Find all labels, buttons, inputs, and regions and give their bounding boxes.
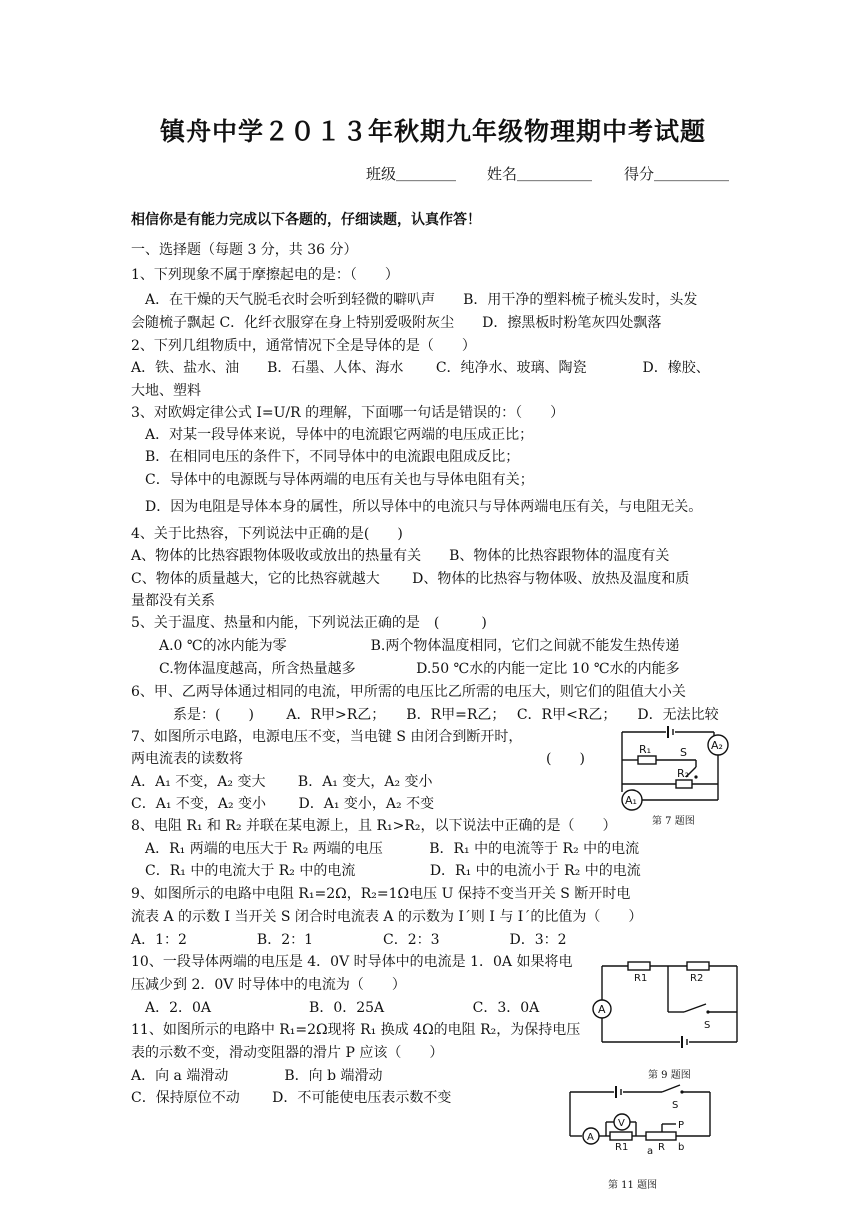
question-6-options: 系是：( ) A．R甲>R乙； B．R甲=R乙； C．R甲<R乙； D．无法比较 xyxy=(131,707,719,723)
question-9: 9、如图所示的电路中电阻 R₁=2Ω，R₂=1Ω电压 U 保持不变当开关 S 断开时电 xyxy=(131,886,631,902)
figure-9-ammeter-label: A xyxy=(598,1003,606,1016)
question-9-options: A．1：2 B．2：1 C．2：3 D．3：2 xyxy=(131,932,567,948)
question-5: 5、关于温度、热量和内能，下列说法正确的是 ( ) xyxy=(131,615,487,631)
figure-11-caption: 第 11 题图 xyxy=(608,1180,658,1191)
section-heading: 一、选择题（每题 3 分，共 36 分） xyxy=(131,242,358,258)
question-9-continued: 流表 A 的示数 I 当开关 S 闭合时电流表 A 的示数为 Iˊ则 I 与 Iˊ的比值为（ ） xyxy=(131,909,643,925)
question-1-option-line: A．在干燥的天气脱毛衣时会听到轻微的噼叭声 B．用干净的塑料梳子梳头发时，头发 xyxy=(131,292,698,308)
class-field[interactable]: 班级＿＿＿＿ xyxy=(366,165,457,183)
figure-7-caption: 第 7 题图 xyxy=(652,816,695,827)
question-2-option-line: A．铁、盐水、油 B．石墨、人体、海水 C．纯净水、玻璃、陶瓷 D．橡胶、 xyxy=(131,360,710,376)
question-1-option-line: 会随梳子飘起 C．化纤衣服穿在身上特别爱吸附灰尘 D．擦黑板时粉笔灰四处飘落 xyxy=(131,315,662,331)
figure-11-circuit xyxy=(562,1078,722,1178)
figure-9-caption: 第 9 题图 xyxy=(648,1070,691,1081)
figure-11-r-label: R xyxy=(658,1142,665,1153)
name-field[interactable]: 姓名＿＿＿＿＿ xyxy=(487,165,593,183)
figure-11-voltmeter-label: V xyxy=(618,1118,625,1129)
question-7-option-line: C．A₁ 不变，A₂ 变小 D．A₁ 变小，A₂ 不变 xyxy=(131,796,435,812)
figure-9-r2-label: R2 xyxy=(690,973,704,984)
figure-7-a2-label: A₂ xyxy=(711,739,723,752)
figure-9-r1-label: R1 xyxy=(634,973,648,984)
figure-11-slider-label: P xyxy=(678,1120,685,1131)
figure-11-r1-label: R1 xyxy=(615,1142,629,1153)
question-11-option-line: C．保持原位不动 D．不可能使电压表示数不变 xyxy=(131,1090,452,1106)
figure-11-switch-label: S xyxy=(672,1100,679,1111)
question-8: 8、电阻 R₁ 和 R₂ 并联在某电源上，且 R₁>R₂，以下说法中正确的是（ ） xyxy=(131,818,617,834)
question-11: 11、如图所示的电路中 R₁=2Ω现将 R₁ 换成 4Ω的电阻 R₂，为保持电压 xyxy=(131,1022,581,1038)
question-2: 2、下列几组物质中，通常情况下全是导体的是（ ） xyxy=(131,338,476,354)
question-7-option-line: A．A₁ 不变，A₂ 变大 B．A₁ 变大，A₂ 变小 xyxy=(131,774,433,790)
question-3-option-b: B．在相同电压的条件下，不同导体中的电流跟电阻成反比； xyxy=(131,449,520,465)
figure-7-circuit xyxy=(612,722,742,822)
figure-7-r2-label: R₂ xyxy=(677,767,690,780)
figure-7-r1-label: R₁ xyxy=(639,743,652,756)
intro-text: 相信你是有能力完成以下各题的，仔细读题，认真作答！ xyxy=(131,212,481,228)
figure-7-switch-label: S xyxy=(680,746,687,759)
figure-11-b-end-label: b xyxy=(678,1142,685,1153)
question-7-continued: 两电流表的读数将 xyxy=(131,751,243,767)
question-4-option-line: A、物体的比热容跟物体吸收或放出的热量有关 B、物体的比热容跟物体的温度有关 xyxy=(131,548,670,564)
question-1: 1、下列现象不属于摩擦起电的是：（ ） xyxy=(131,267,399,283)
question-8-option-line: A．R₁ 两端的电压大于 R₂ 两端的电压 B．R₁ 中的电流等于 R₂ 中的电流 xyxy=(131,841,640,857)
page-title: 镇舟中学２０１３年秋期九年级物理期中考试题 xyxy=(160,117,707,146)
question-2-option-line: 大地、塑料 xyxy=(131,383,201,399)
question-10-options: A．2．0A B．0．25A C．3．0A xyxy=(131,1000,540,1016)
question-7: 7、如图所示电路，电源电压不变，当电键 S 由闭合到断开时， xyxy=(131,729,523,745)
figure-11-a-end-label: a xyxy=(647,1146,654,1157)
question-4-option-line: 量都没有关系 xyxy=(131,593,215,609)
figure-9-circuit xyxy=(592,958,742,1058)
question-10: 10、一段导体两端的电压是 4．0V 时导体中的电流是 1．0A 如果将电 xyxy=(131,954,573,970)
question-7-answer-blank: ( ) xyxy=(546,751,585,767)
question-8-option-line: C．R₁ 中的电流大于 R₂ 中的电流 D．R₁ 中的电流小于 R₂ 中的电流 xyxy=(131,863,641,879)
question-3-option-c: C．导体中的电源既与导体两端的电压有关也与导体电阻有关； xyxy=(131,472,534,488)
question-3-option-a: A．对某一段导体来说，导体中的电流跟它两端的电压成正比； xyxy=(131,427,534,443)
figure-11-ammeter-label: A xyxy=(587,1132,594,1143)
question-4: 4、关于比热容，下列说法中正确的是( ) xyxy=(131,526,403,542)
question-11-continued: 表的示数不变，滑动变阻器的滑片 P 应该（ ） xyxy=(131,1045,444,1061)
question-3: 3、对欧姆定律公式 I=U/R 的理解，下面哪一句话是错误的：（ ） xyxy=(131,405,565,421)
question-3-option-d: D．因为电阻是导体本身的属性，所以导体中的电流只与导体两端电压有关，与电阻无关。 xyxy=(131,499,703,515)
question-5-option-line: A.0 ℃的冰内能为零 B.两个物体温度相同，它们之间就不能发生热传递 xyxy=(131,638,680,654)
question-10-continued: 压减少到 2．0V 时导体中的电流为（ ） xyxy=(131,977,406,993)
figure-9-switch-label: S xyxy=(704,1020,711,1031)
question-4-option-line: C、物体的质量越大，它的比热容就越大 D、物体的比热容与物体吸、放热及温度和质 xyxy=(131,571,690,587)
figure-7-a1-label: A₁ xyxy=(625,794,637,807)
question-11-option-line: A．向 a 端滑动 B．向 b 端滑动 xyxy=(131,1068,383,1084)
score-field[interactable]: 得分＿＿＿＿＿ xyxy=(624,165,730,183)
question-6: 6、甲、乙两导体通过相同的电流，甲所需的电压比乙所需的电压大，则它们的阻值大小关 xyxy=(131,684,686,700)
question-5-option-line: C.物体温度越高，所含热量越多 D.50 ℃水的内能一定比 10 ℃水的内能多 xyxy=(131,661,680,677)
